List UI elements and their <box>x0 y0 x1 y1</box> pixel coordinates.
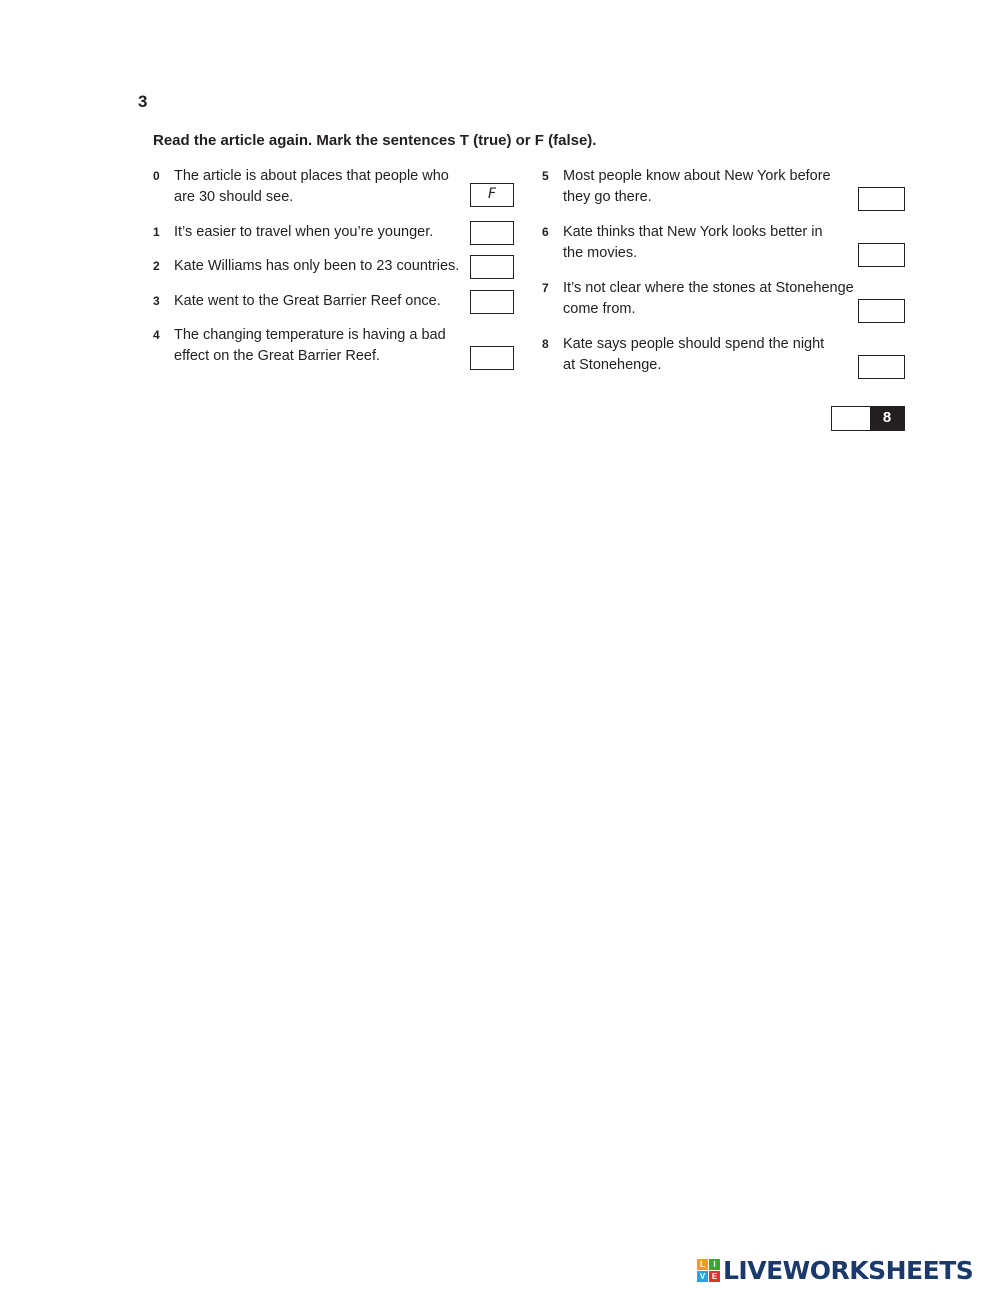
question-number: 2 <box>153 259 160 273</box>
question-text: It’s not clear where the stones at Stonehenge come from. <box>563 280 854 317</box>
question-text: Kate says people should spend the night at Stonehenge. <box>563 336 825 373</box>
score-total: 8 <box>870 407 904 430</box>
answer-box-4[interactable] <box>470 346 514 370</box>
answer-box-6[interactable] <box>858 243 905 267</box>
answer-box-8[interactable] <box>858 355 905 379</box>
answer-box-0: F <box>470 183 514 207</box>
logo-mark-icon <box>697 1259 720 1282</box>
exercise-number: 3 <box>138 92 148 111</box>
logo-mark-letter: V <box>697 1271 708 1282</box>
question-number: 0 <box>153 169 160 183</box>
logo-text: LIVEWORKSHEETS <box>723 1255 974 1285</box>
logo-mark-letter: I <box>709 1259 720 1270</box>
answer-box-7[interactable] <box>858 299 905 323</box>
answer-box-2[interactable] <box>470 255 514 279</box>
liveworksheets-logo <box>697 1255 973 1285</box>
answer-box-3[interactable] <box>470 290 514 314</box>
score-box <box>831 406 905 431</box>
question-text: The changing temperature is having a bad effect on the Great Barrier Reef. <box>174 327 446 364</box>
question-text: Kate went to the Great Barrier Reef once. <box>174 293 441 309</box>
question-text: Kate thinks that New York looks better in the movies. <box>563 224 823 261</box>
question-number: 8 <box>542 337 549 351</box>
answer-box-1[interactable] <box>470 221 514 245</box>
question-text: The article is about places that people who are 30 should see. <box>174 168 449 205</box>
question-number: 4 <box>153 328 160 342</box>
question-number: 3 <box>153 294 160 308</box>
question-text: It’s easier to travel when you’re younger. <box>174 224 434 240</box>
question-number: 7 <box>542 281 549 295</box>
answer-box-5[interactable] <box>858 187 905 211</box>
question-text: Most people know about New York before they go there. <box>563 168 831 205</box>
score-input[interactable] <box>832 407 870 430</box>
question-number: 6 <box>542 225 549 239</box>
instruction-text: Read the article again. Mark the sentences T (true) or F (false). <box>153 132 597 149</box>
question-number: 5 <box>542 169 549 183</box>
logo-mark-letter: E <box>709 1271 720 1282</box>
question-text: Kate Williams has only been to 23 countries. <box>174 258 460 274</box>
question-number: 1 <box>153 225 160 239</box>
logo-mark-letter: L <box>697 1259 708 1270</box>
